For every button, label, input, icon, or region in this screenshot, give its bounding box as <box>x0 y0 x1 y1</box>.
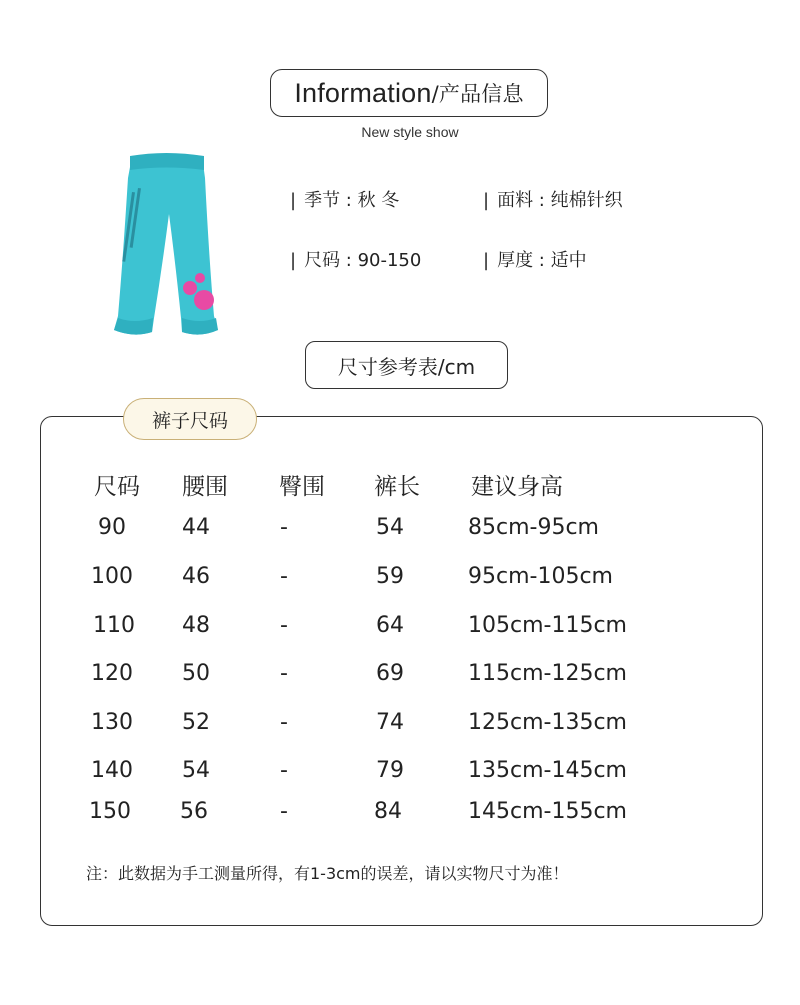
size-chart-title: 尺寸参考表/cm <box>305 341 508 389</box>
cell-waist: 54 <box>182 758 210 783</box>
cell-length: 59 <box>376 564 404 589</box>
spec-fabric: | 面料 : 纯棉针织 <box>483 190 623 211</box>
cell-hip: - <box>280 758 288 783</box>
cell-length: 79 <box>376 758 404 783</box>
cell-hip: - <box>280 710 288 735</box>
info-title-box <box>270 69 548 117</box>
cell-size: 120 <box>91 661 133 686</box>
cell-size: 130 <box>91 710 133 735</box>
cell-waist: 44 <box>182 515 210 540</box>
cell-height: 95cm-105cm <box>468 564 613 589</box>
cell-size: 100 <box>91 564 133 589</box>
cell-height: 135cm-145cm <box>468 758 627 783</box>
subtitle: New style show <box>361 124 459 140</box>
cell-hip: - <box>280 799 288 824</box>
table-note: 注：此数据为手工测量所得，有1-3cm的误差，请以实物尺寸为准！ <box>86 864 569 883</box>
cell-hip: - <box>280 661 288 686</box>
header-length: 裤长 <box>374 474 420 500</box>
table-tag: 裤子尺码 <box>123 398 257 440</box>
cell-length: 69 <box>376 661 404 686</box>
cell-length: 54 <box>376 515 404 540</box>
cell-length: 74 <box>376 710 404 735</box>
cell-size: 140 <box>91 758 133 783</box>
cell-size: 110 <box>93 613 135 638</box>
cell-waist: 52 <box>182 710 210 735</box>
cell-length: 64 <box>376 613 404 638</box>
cell-waist: 46 <box>182 564 210 589</box>
cell-size: 150 <box>89 799 131 824</box>
cell-hip: - <box>280 515 288 540</box>
cell-length: 84 <box>374 799 402 824</box>
cell-size: 90 <box>98 515 126 540</box>
cell-height: 145cm-155cm <box>468 799 627 824</box>
header-height: 建议身高 <box>471 474 563 500</box>
cell-height: 115cm-125cm <box>468 661 627 686</box>
cell-height: 105cm-115cm <box>468 613 627 638</box>
cell-hip: - <box>280 613 288 638</box>
header-size: 尺码 <box>94 474 140 500</box>
spec-season: | 季节 : 秋 冬 <box>290 190 400 211</box>
cell-hip: - <box>280 564 288 589</box>
header-waist: 腰围 <box>182 474 228 500</box>
pants-icon <box>96 148 236 340</box>
cell-waist: 56 <box>180 799 208 824</box>
cell-waist: 50 <box>182 661 210 686</box>
spec-size: | 尺码 : 90-150 <box>290 250 422 271</box>
title-cn: /产品信息 <box>431 82 524 106</box>
cell-waist: 48 <box>182 613 210 638</box>
cell-height: 85cm-95cm <box>468 515 599 540</box>
cell-height: 125cm-135cm <box>468 710 627 735</box>
header-hip: 臀围 <box>279 474 325 500</box>
title-en: Information <box>294 77 432 108</box>
spec-thickness: | 厚度 : 适中 <box>483 250 587 271</box>
